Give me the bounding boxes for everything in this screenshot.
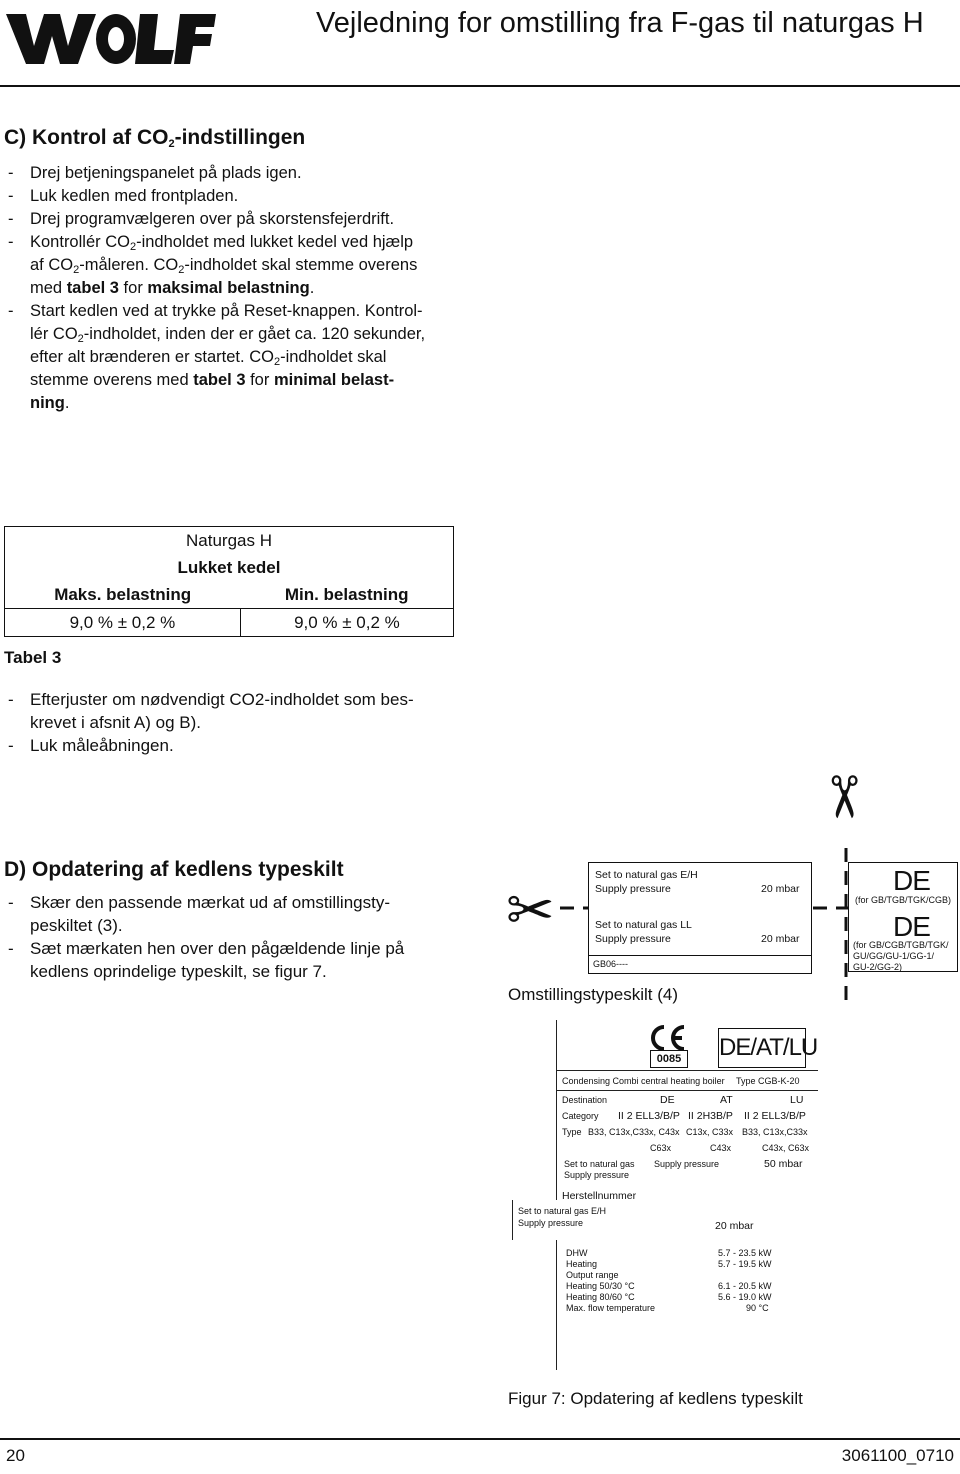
plate-value: B33, C13x,C33x, C43x bbox=[588, 1127, 680, 1137]
plate-value: C43x, C63x bbox=[762, 1143, 810, 1153]
plate-specs bbox=[566, 1248, 806, 1314]
spec-row: Max. flow temperature 90 °C bbox=[566, 1303, 769, 1313]
plate-value: 50 mbar bbox=[764, 1158, 803, 1170]
plate-field: Category bbox=[562, 1111, 599, 1121]
ce-number: 0085 bbox=[650, 1050, 688, 1068]
conversion-label-caption: Omstillingstypeskilt (4) bbox=[508, 985, 679, 1004]
table-3 bbox=[4, 526, 454, 637]
spec-row: Heating 5.7 - 19.5 kW bbox=[566, 1259, 772, 1269]
list-item: - Sæt mærkaten hen over den pågældende linje på kedlens oprindelige typeskilt, se figur 7. bbox=[8, 939, 405, 981]
plate-value: II 2 ELL3/B/P bbox=[744, 1110, 806, 1122]
list-item: - Skær den passende mærkat ud af omstillingsty- peskiltet (3). bbox=[8, 893, 390, 935]
list-item: - Drej betjeningspanelet på plads igen. bbox=[8, 164, 302, 182]
scissors-icon: ✂ bbox=[810, 772, 876, 822]
divider bbox=[589, 955, 811, 956]
section-c-heading: C) Kontrol af $CO_2$-indstillingen bbox=[4, 126, 306, 150]
label-value: 20 mbar bbox=[761, 933, 800, 945]
table-subheader: Lukket kedel bbox=[5, 554, 454, 581]
de-labels bbox=[848, 862, 958, 972]
list-item: - Drej programvælgeren over på skorstensfejerdrift. bbox=[8, 210, 395, 228]
list-item: - Kontrollér $CO_2$-indholdet med lukket kedel ved hjælp af $CO_2$-måleren. $CO_2$-indholdet skal stemme overens med tabel 3 for maksimal belastning. bbox=[8, 233, 418, 297]
table-header: Naturgas H bbox=[5, 527, 454, 555]
label-code: GB06---- bbox=[593, 959, 629, 969]
conversion-label bbox=[588, 862, 812, 974]
page-number: 20 bbox=[6, 1446, 25, 1465]
de-label-note: (for GB/TGB/TGK/CGB) bbox=[855, 895, 952, 905]
country-code: DE/AT/LU bbox=[718, 1028, 806, 1068]
list-item: - Luk kedlen med frontpladen. bbox=[8, 187, 239, 205]
scissors-icon: ✂ bbox=[506, 878, 555, 943]
wolf-logo bbox=[4, 8, 218, 68]
table-caption: Tabel 3 bbox=[4, 648, 62, 667]
list-item: - Efterjuster om nødvendigt CO2-indholdet som bes- krevet i afsnit A) og B). bbox=[8, 690, 414, 732]
plate-field: Set to natural gas bbox=[564, 1159, 635, 1169]
document-number: 3061100_0710 bbox=[841, 1446, 954, 1465]
plate-value: II 2 ELL3/B/P bbox=[618, 1110, 680, 1122]
table-cell-min: 9,0 % ± 0,2 % bbox=[240, 609, 453, 637]
list-item: - Luk måleåbningen. bbox=[8, 736, 174, 755]
section-d-list bbox=[4, 891, 460, 983]
plate-value: II 2H3B/P bbox=[688, 1110, 733, 1122]
label-line: Set to natural gas E/H bbox=[595, 869, 698, 881]
label-value: 20 mbar bbox=[761, 883, 800, 895]
spec-row: Heating 50/30 °C 6.1 - 20.5 kW bbox=[566, 1281, 772, 1291]
list-item: - Start kedlen ved at trykke på Reset-knappen. Kontrol- lér $CO_2$-indholdet, inden der er gået ca. 120 sekunder, efter alt brænderen er startet. $CO_2$-indholdet skal stemme overens med tabel 3 for minimal belast- ning. bbox=[8, 302, 426, 412]
spec-row: Output range bbox=[566, 1270, 619, 1280]
sticker-value: 20 mbar bbox=[715, 1220, 754, 1232]
header-rule bbox=[0, 85, 960, 87]
plate-field: Supply pressure bbox=[654, 1159, 720, 1169]
table-col-max: Maks. belastning bbox=[5, 581, 241, 609]
plate-value: B33, C13x,C33x bbox=[742, 1127, 808, 1137]
spec-row: Heating 80/60 °C 5.6 - 19.0 kW bbox=[566, 1292, 772, 1302]
plate-type: Type CGB-K-20 bbox=[736, 1076, 800, 1086]
plate-value: C63x bbox=[650, 1143, 672, 1153]
plate-field: Supply pressure bbox=[564, 1170, 630, 1180]
figure-caption: Figur 7: Opdatering af kedlens typeskilt bbox=[508, 1389, 803, 1408]
table-cell-max: 9,0 % ± 0,2 % bbox=[5, 609, 241, 637]
plate-field: Herstellnummer bbox=[562, 1190, 637, 1200]
applied-sticker bbox=[512, 1200, 771, 1240]
plate-field: Destination bbox=[562, 1095, 608, 1105]
after-table-list bbox=[4, 688, 460, 757]
plate-value: C13x, C33x bbox=[686, 1127, 734, 1137]
de-label-note: GU-2/GG-2) bbox=[853, 962, 903, 972]
plate-value: AT bbox=[720, 1094, 733, 1106]
footer-rule bbox=[0, 1438, 960, 1440]
section-c-list bbox=[4, 162, 460, 415]
sticker-line: Supply pressure bbox=[518, 1218, 584, 1228]
plate-title: Condensing Combi central heating boiler bbox=[562, 1076, 725, 1086]
de-label: DE bbox=[893, 865, 930, 896]
divider bbox=[556, 1090, 818, 1091]
section-d-heading: D) Opdatering af kedlens typeskilt bbox=[4, 858, 344, 881]
page-title: Vejledning for omstilling fra F-gas til naturgas H bbox=[316, 7, 924, 39]
label-line: Supply pressure bbox=[595, 883, 671, 895]
plate-value: DE bbox=[660, 1094, 675, 1106]
spec-row: DHW 5.7 - 23.5 kW bbox=[566, 1248, 772, 1258]
de-label-note: (for GB/CGB/TGB/TGK/ bbox=[853, 940, 949, 950]
de-label-note: GU/GG/GU-1/GG-1/ bbox=[853, 951, 935, 961]
sticker-line: Set to natural gas E/H bbox=[518, 1206, 607, 1216]
label-line: Supply pressure bbox=[595, 933, 671, 945]
label-line: Set to natural gas LL bbox=[595, 919, 692, 931]
table-col-min: Min. belastning bbox=[240, 581, 453, 609]
divider bbox=[556, 1070, 818, 1071]
de-label: DE bbox=[893, 911, 930, 942]
plate-field: Type bbox=[562, 1127, 582, 1137]
plate-value: C43x bbox=[710, 1143, 732, 1153]
plate-value: LU bbox=[790, 1094, 804, 1106]
